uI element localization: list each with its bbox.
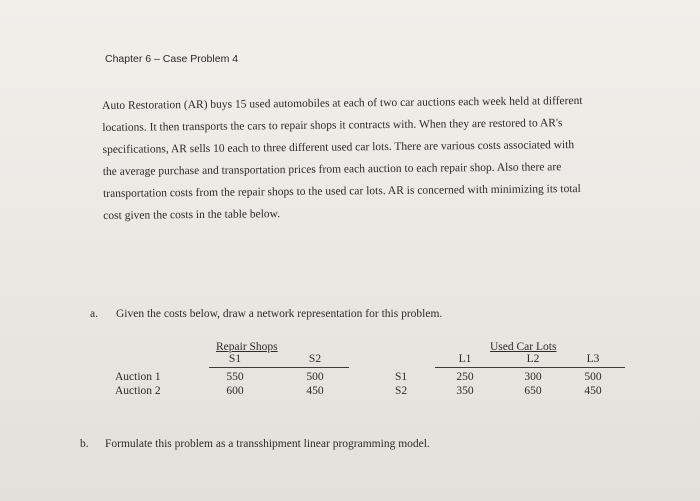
chapter-heading: Chapter 6 – Case Problem 4	[105, 53, 239, 65]
table1-row-label: Auction 2	[115, 385, 161, 397]
paragraph-line: transportation costs from the repair shops to the used car lots. AR is concerned with minimizing its total	[102, 182, 581, 200]
table2-col-header: L2	[526, 353, 540, 365]
table1-cell: 500	[306, 371, 324, 383]
table2-col-header: L1	[458, 353, 472, 365]
table2-rule	[435, 367, 625, 368]
question-a-text: Given the costs below, draw a network representation for this problem.	[116, 308, 443, 320]
table2-cell: 500	[584, 371, 602, 383]
table1-col-header: S2	[308, 353, 322, 365]
table1-col-header: S1	[228, 353, 242, 365]
table2-col-header: L3	[586, 353, 600, 365]
paragraph-line: locations. It then transports the cars to repair shops it contracts with. When they are restored to AR's	[102, 117, 563, 134]
table2-cell: 450	[584, 385, 602, 397]
table2-group-header: Used Car Lots	[490, 341, 557, 353]
question-b-label: b.	[80, 438, 89, 450]
auction-to-shop-table	[115, 341, 355, 411]
shop-to-lot-table	[395, 341, 635, 411]
table1-cell: 550	[226, 371, 244, 383]
table2-row-label: S2	[395, 385, 408, 397]
table2-cell: 650	[524, 385, 542, 397]
table2-cell: 250	[456, 371, 474, 383]
paragraph-line: cost given the costs in the table below.	[103, 208, 281, 222]
paragraph-line: specifications, AR sells 10 each to three different used car lots. There are various costs associated with	[102, 139, 575, 156]
table1-rule	[209, 367, 349, 368]
table1-cell: 450	[306, 385, 324, 397]
problem-paragraph	[102, 89, 663, 227]
table1-group-header: Repair Shops	[216, 341, 278, 353]
table2-row-label: S1	[395, 371, 408, 383]
paragraph-line: Auto Restoration (AR) buys 15 used automobiles at each of two car auctions each week held at different	[102, 94, 583, 112]
table1-cell: 600	[226, 385, 244, 397]
table2-cell: 350	[456, 385, 474, 397]
question-b-text: Formulate this problem as a transshipment linear programming model.	[105, 438, 430, 450]
table1-row-label: Auction 1	[115, 371, 161, 383]
table2-cell: 300	[524, 371, 542, 383]
paragraph-line: the average purchase and transportation prices from each auction to each repair shop. Also there are	[102, 161, 562, 178]
question-a-label: a.	[90, 308, 98, 320]
